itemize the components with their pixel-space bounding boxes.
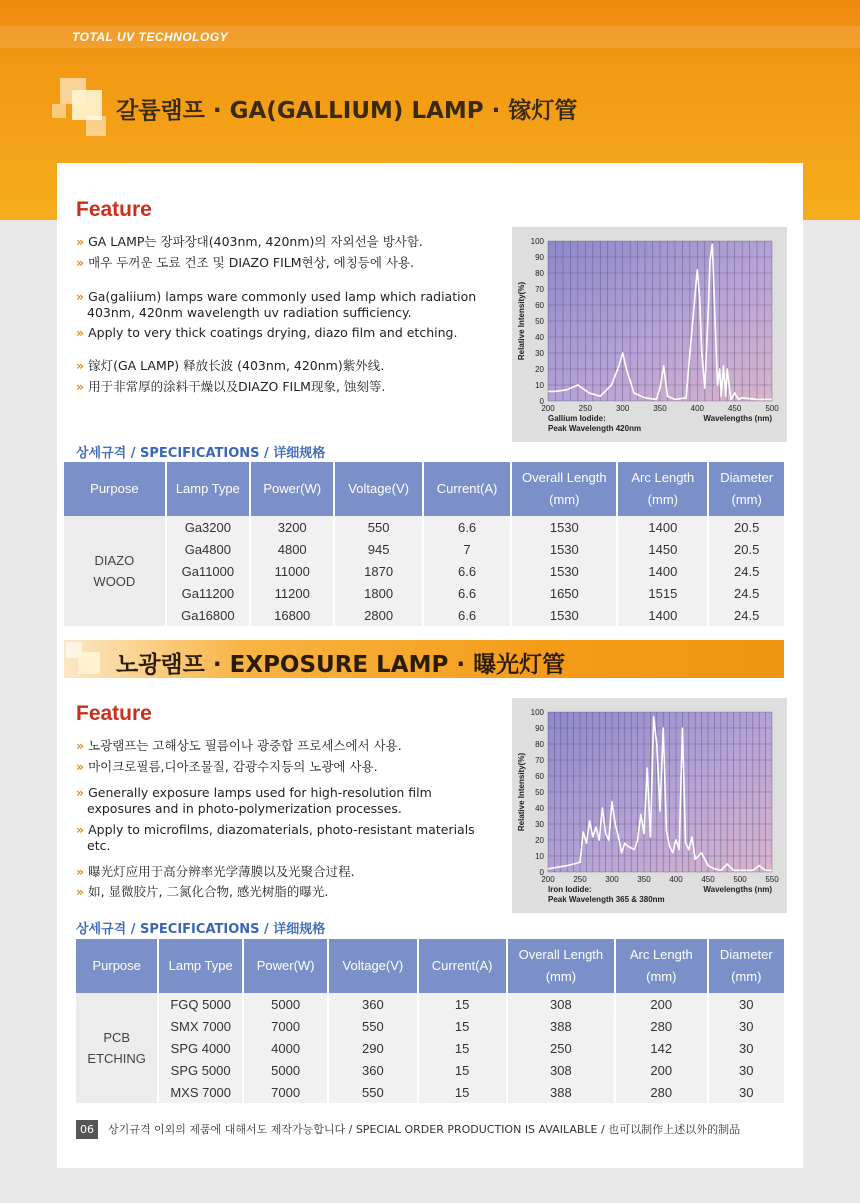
cell: Ga16800 xyxy=(167,604,249,626)
gallium-spectrum-chart xyxy=(512,227,787,442)
x-tick-label: 450 xyxy=(701,875,715,884)
y-tick-label: 30 xyxy=(535,349,544,358)
cell: 4800 xyxy=(251,538,333,560)
gallium-bullet: » 매우 두꺼운 도료 건조 및 DIAZO FILM현상, 에칭등에 사용. xyxy=(76,255,415,270)
cell: 1400 xyxy=(618,560,707,582)
exposure-bullet: » Generally exposure lamps used for high-resolution film xyxy=(76,785,432,800)
y-tick-label: 100 xyxy=(530,237,544,246)
gallium-section-title: 갈륨램프 · GA(GALLIUM) LAMP · 镓灯管 xyxy=(116,98,578,124)
cell: 15 xyxy=(419,1015,506,1037)
gallium-bullet: » Apply to very thick coatings drying, diazo film and etching. xyxy=(76,325,458,340)
y-tick-label: 20 xyxy=(535,365,544,374)
cell: 1400 xyxy=(618,516,707,538)
header-arc-length: Arc Length (mm) xyxy=(618,462,707,516)
page-number: 06 xyxy=(76,1120,98,1139)
exposure-chart-box xyxy=(512,698,787,913)
gallium-bullet: » 用于非常厚的涂料干燥以及DIAZO FILM现象, 蚀刻等. xyxy=(76,379,386,394)
exposure-bullet-cont: exposures and in photo-polymerization processes. xyxy=(87,801,402,816)
cell: 30 xyxy=(709,1015,784,1037)
exposure-spec-title: 상세규격 / SPECIFICATIONS / 详细规格 xyxy=(76,922,326,937)
cell: 1400 xyxy=(618,604,707,626)
y-tick-label: 40 xyxy=(535,804,544,813)
gallium-bullet: » 镓灯(GA LAMP) 释放长波 (403nm, 420nm)紫外线. xyxy=(76,358,385,373)
exposure-spectrum-chart xyxy=(512,698,787,913)
cell: 550 xyxy=(335,516,421,538)
cell: 11000 xyxy=(251,560,333,582)
cell: 308 xyxy=(508,1059,614,1081)
cell: 24.5 xyxy=(709,604,784,626)
chart-caption: Gallium Iodide: xyxy=(548,414,606,423)
cell: 5000 xyxy=(244,993,327,1015)
cell: 15 xyxy=(419,1081,506,1103)
header-overall-length: Overall Length (mm) xyxy=(512,462,616,516)
header-overall-length: Overall Length (mm) xyxy=(508,939,614,993)
cell: 6.6 xyxy=(424,516,510,538)
footer-note: 상기규격 이외의 제품에 대해서도 제작가능합니다 / SPECIAL ORDER PRODUCTION IS AVAILABLE / 也可以制作上述以外的制品 xyxy=(108,1123,741,1136)
header-current: Current(A) xyxy=(419,939,506,993)
cell: 20.5 xyxy=(709,538,784,560)
deco-square xyxy=(78,652,100,674)
exposure-bullet: » 마이크로필름,디아조물질, 감광수지등의 노광에 사용. xyxy=(76,759,378,774)
x-axis-label: Wavelengths (nm) xyxy=(703,885,772,894)
header-lamp-type: Lamp Type xyxy=(159,939,242,993)
cell: Ga11000 xyxy=(167,560,249,582)
header-voltage: Voltage(V) xyxy=(329,939,416,993)
cell: SPG 4000 xyxy=(159,1037,242,1059)
x-tick-label: 550 xyxy=(765,875,779,884)
cell: 280 xyxy=(616,1081,707,1103)
gallium-bullet: » Ga(galiium) lamps ware commonly used lamp which radiation xyxy=(76,289,477,304)
exposure-bullet: » 曝光灯应用于高分辨率光学薄膜以及光聚合过程. xyxy=(76,864,355,879)
cell: 200 xyxy=(616,1059,707,1081)
cell: 15 xyxy=(419,1059,506,1081)
cell: 30 xyxy=(709,1059,784,1081)
cell: 550 xyxy=(329,1081,416,1103)
purpose-cell: DIAZO WOOD xyxy=(64,516,165,626)
cell: 16800 xyxy=(251,604,333,626)
x-tick-label: 500 xyxy=(765,404,779,413)
cell: 1530 xyxy=(512,516,616,538)
x-tick-label: 400 xyxy=(669,875,683,884)
cell: 360 xyxy=(329,993,416,1015)
y-tick-label: 100 xyxy=(530,708,544,717)
x-tick-label: 250 xyxy=(573,875,587,884)
cell: 1530 xyxy=(512,604,616,626)
header-purpose: Purpose xyxy=(64,462,165,516)
deco-square xyxy=(52,104,66,118)
header-power: Power(W) xyxy=(251,462,333,516)
gallium-chart-box xyxy=(512,227,787,442)
cell: 142 xyxy=(616,1037,707,1059)
x-tick-label: 350 xyxy=(653,404,667,413)
gallium-bullet-cont: 403nm, 420nm wavelength uv radiation sufficiency. xyxy=(87,305,412,320)
y-tick-label: 20 xyxy=(535,836,544,845)
x-tick-label: 200 xyxy=(541,404,555,413)
cell: 1530 xyxy=(512,560,616,582)
cell: 1650 xyxy=(512,582,616,604)
header-power: Power(W) xyxy=(244,939,327,993)
exposure-bullet: » Apply to microfilms, diazomaterials, photo-resistant materials xyxy=(76,822,475,837)
x-tick-label: 300 xyxy=(615,404,630,413)
exposure-feature-heading: Feature xyxy=(76,702,152,725)
exposure-bullet: » 노광램프는 고해상도 필름이나 광중합 프로세스에서 사용. xyxy=(76,738,402,753)
header-current: Current(A) xyxy=(424,462,510,516)
chart-caption-peak: Peak Wavelength 420nm xyxy=(548,424,642,433)
cell: Ga11200 xyxy=(167,582,249,604)
cell: 550 xyxy=(329,1015,416,1037)
cell: Ga3200 xyxy=(167,516,249,538)
header-diameter: Diameter (mm) xyxy=(709,939,784,993)
cell: 1870 xyxy=(335,560,421,582)
y-tick-label: 0 xyxy=(539,868,544,877)
y-tick-label: 0 xyxy=(539,397,544,406)
x-tick-label: 400 xyxy=(690,404,705,413)
y-tick-label: 70 xyxy=(535,756,544,765)
y-tick-label: 80 xyxy=(535,740,544,749)
header-lamp-type: Lamp Type xyxy=(167,462,249,516)
gallium-feature-heading: Feature xyxy=(76,198,152,221)
cell: 5000 xyxy=(244,1059,327,1081)
y-tick-label: 60 xyxy=(535,301,544,310)
cell: 7000 xyxy=(244,1015,327,1037)
cell: MXS 7000 xyxy=(159,1081,242,1103)
cell: 30 xyxy=(709,1037,784,1059)
cell: 15 xyxy=(419,993,506,1015)
cell: 6.6 xyxy=(424,582,510,604)
cell: 3200 xyxy=(251,516,333,538)
exposure-spec-table xyxy=(74,939,786,1103)
purpose-cell: PCB ETCHING xyxy=(76,993,157,1103)
cell: SMX 7000 xyxy=(159,1015,242,1037)
cell: 2800 xyxy=(335,604,421,626)
cell: 1530 xyxy=(512,538,616,560)
cell: 360 xyxy=(329,1059,416,1081)
exposure-bullet-cont: etc. xyxy=(87,838,111,853)
cell: 30 xyxy=(709,1081,784,1103)
gallium-spec-table xyxy=(62,462,786,626)
cell: 15 xyxy=(419,1037,506,1059)
cell: 1450 xyxy=(618,538,707,560)
cell: 200 xyxy=(616,993,707,1015)
cell: FGQ 5000 xyxy=(159,993,242,1015)
cell: 280 xyxy=(616,1015,707,1037)
header-voltage: Voltage(V) xyxy=(335,462,421,516)
x-tick-label: 300 xyxy=(605,875,619,884)
gallium-spec-title: 상세규격 / SPECIFICATIONS / 详细规格 xyxy=(76,446,326,461)
deco-square xyxy=(86,116,106,136)
cell: 24.5 xyxy=(709,560,784,582)
x-tick-label: 200 xyxy=(541,875,555,884)
y-tick-label: 50 xyxy=(535,788,544,797)
cell: 388 xyxy=(508,1081,614,1103)
y-tick-label: 60 xyxy=(535,772,544,781)
y-tick-label: 90 xyxy=(535,253,544,262)
header-arc-length: Arc Length (mm) xyxy=(616,939,707,993)
header-purpose: Purpose xyxy=(76,939,157,993)
cell: 945 xyxy=(335,538,421,560)
brand-text: TOTAL UV TECHNOLOGY xyxy=(72,30,229,44)
cell: 11200 xyxy=(251,582,333,604)
chart-caption-peak: Peak Wavelength 365 & 380nm xyxy=(548,895,665,904)
cell: 7 xyxy=(424,538,510,560)
cell: SPG 5000 xyxy=(159,1059,242,1081)
cell: 250 xyxy=(508,1037,614,1059)
gallium-bullet: » GA LAMP는 장파장대(403nm, 420nm)의 자외선을 방사함. xyxy=(76,234,423,249)
x-tick-label: 450 xyxy=(727,404,742,413)
cell: 290 xyxy=(329,1037,416,1059)
y-tick-label: 30 xyxy=(535,820,544,829)
cell: Ga4800 xyxy=(167,538,249,560)
y-tick-label: 10 xyxy=(535,852,544,861)
cell: 6.6 xyxy=(424,604,510,626)
y-tick-label: 10 xyxy=(535,381,544,390)
y-axis-label: Relative Intensity(%) xyxy=(517,281,526,361)
x-tick-label: 500 xyxy=(733,875,747,884)
chart-caption: Iron Iodide: xyxy=(548,885,592,894)
exposure-section-title: 노광램프 · EXPOSURE LAMP · 曝光灯管 xyxy=(116,652,566,678)
cell: 20.5 xyxy=(709,516,784,538)
cell: 4000 xyxy=(244,1037,327,1059)
y-tick-label: 50 xyxy=(535,317,544,326)
footer xyxy=(76,1120,740,1139)
y-tick-label: 90 xyxy=(535,724,544,733)
cell: 308 xyxy=(508,993,614,1015)
cell: 388 xyxy=(508,1015,614,1037)
x-axis-label: Wavelengths (nm) xyxy=(703,414,772,423)
x-tick-label: 250 xyxy=(578,404,593,413)
exposure-bullet: » 如, 显微胶片, 二氮化合物, 感光树脂的曝光. xyxy=(76,884,329,899)
cell: 30 xyxy=(709,993,784,1015)
cell: 1800 xyxy=(335,582,421,604)
cell: 6.6 xyxy=(424,560,510,582)
cell: 24.5 xyxy=(709,582,784,604)
x-tick-label: 350 xyxy=(637,875,651,884)
cell: 7000 xyxy=(244,1081,327,1103)
y-tick-label: 40 xyxy=(535,333,544,342)
y-axis-label: Relative Intensity(%) xyxy=(517,752,526,832)
y-tick-label: 70 xyxy=(535,285,544,294)
header-diameter: Diameter (mm) xyxy=(709,462,784,516)
y-tick-label: 80 xyxy=(535,269,544,278)
cell: 1515 xyxy=(618,582,707,604)
